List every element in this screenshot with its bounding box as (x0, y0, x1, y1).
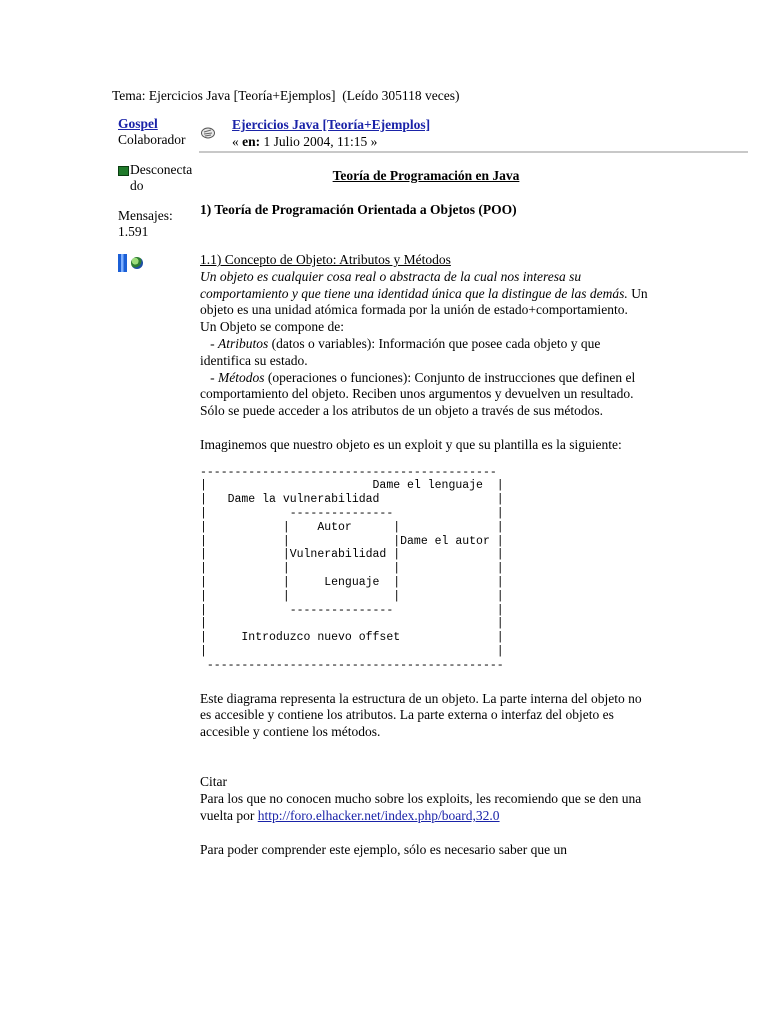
status-text: Desconectado (130, 162, 193, 193)
author-status (118, 162, 198, 194)
post-body (200, 168, 652, 858)
profile-icons (118, 254, 198, 272)
methods-item: - Métodos (operaciones o funciones): Conjunto de instrucciones que definen el comportamiento del objeto. Reciben unos argumentos y devuelven un resultado. (200, 369, 636, 402)
post-title-link[interactable]: Ejercicios Java [Teoría+Ejemplos] (232, 117, 431, 132)
section-heading: 1) Teoría de Programación Orientada a Objetos (POO) (200, 201, 517, 217)
status-offline-icon (118, 166, 129, 176)
post-title (232, 117, 430, 133)
topic-title: Tema: Ejercicios Java [Teoría+Ejemplos] (Leído 305118 veces) (112, 88, 460, 103)
quote-link[interactable]: http://foro.elhacker.net/index.php/board,32.0 (257, 808, 500, 824)
messages-count: 1.591 (118, 224, 149, 239)
author-name-link[interactable]: Gospel (118, 116, 158, 131)
last-paragraph: Para poder comprender este ejemplo, sólo es necesario saber que un (200, 841, 567, 857)
subsection-heading: 1.1) Concepto de Objeto: Atributos y Métodos (200, 251, 451, 267)
message-count (118, 208, 198, 240)
access-line: Sólo se puede acceder a los atributos de un objeto a través de sus métodos. (200, 403, 604, 419)
ascii-diagram: ------------------------------------------- | Dame el lenguaje | | Dame la vulnerabilidad | | --------------- | | | Autor | | | | |Dame el autor | | |Vulnerabilidad | | | | | | | | Lenguaje | | | | | | | --------------- | | | | Introduzco nuevo offset | | | ------------------------------------------- (200, 465, 504, 672)
message-icon (200, 124, 216, 140)
imagine-paragraph: Imaginemos que nuestro objeto es un exploit y que su plantilla es la siguiente: (200, 436, 622, 452)
globe-icon[interactable] (131, 257, 143, 269)
date-value: 1 Julio 2004, 11:15 » (260, 134, 378, 149)
attributes-item: - Atributos (datos o variables): Información que posee cada objeto y que identifica su estado. (200, 335, 601, 368)
website-icon[interactable] (118, 254, 127, 272)
definition-rest: Un objeto es una unidad atómica formada por la unión de estado+comportamiento. (200, 285, 648, 318)
post-date: « en: 1 Julio 2004, 11:15 » (232, 134, 378, 149)
messages-label: Mensajes: (118, 208, 173, 223)
diagram-caption: Este diagrama representa la estructura de un objeto. La parte interna del objeto no es accesible y contiene los atributos. La parte externa o interfaz del objeto es accesible y contiene los métodos. (200, 690, 642, 740)
quote-block (200, 791, 652, 825)
date-label: en: (242, 134, 261, 149)
definition-italic: Un objeto es cualquier cosa real o abstracta de la cual nos interesa su comportamiento y que tiene una identidad única que la distingue de las demás. (200, 268, 628, 301)
quote-text: Para los que no conocen mucho sobre los exploits, les recomiendo que se den una vuelta por (200, 791, 642, 824)
author-sidebar (118, 116, 198, 272)
quote-label: Citar (200, 774, 227, 790)
definition-paragraph (200, 269, 652, 319)
compose-line: Un Objeto se compone de: (200, 319, 344, 335)
post-divider (199, 151, 748, 153)
content-heading: Teoría de Programación en Java (332, 168, 520, 183)
author-role: Colaborador (118, 132, 186, 147)
